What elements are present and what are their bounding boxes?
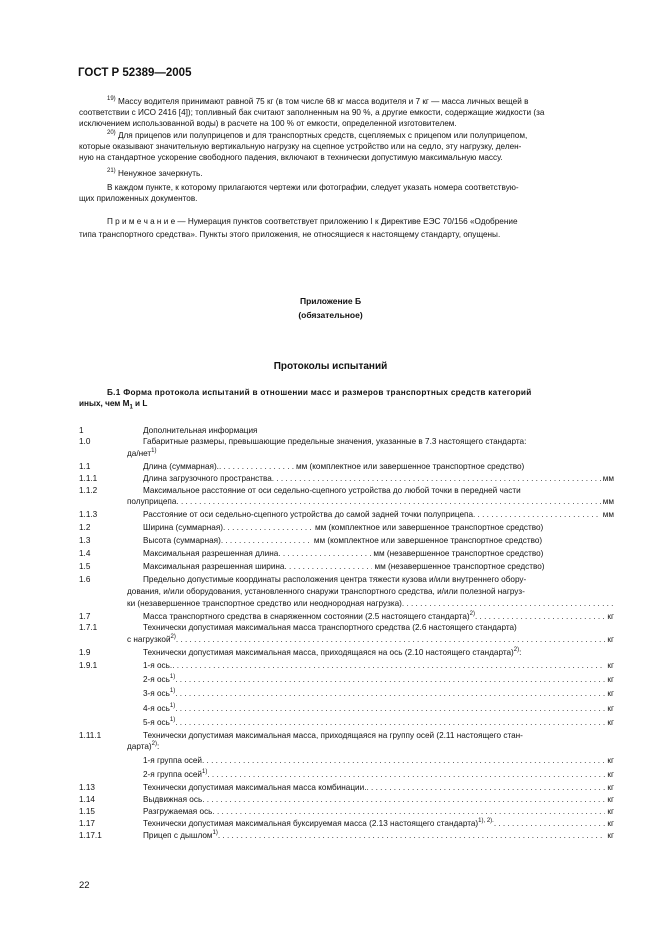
row-text: дования, и/или оборудования, установленного снаружи транспортного средства, и/или полезной нагруз- xyxy=(127,587,525,596)
row-number: 1.1.3 xyxy=(79,510,98,519)
row-axle-1: 1-я ось. . . . кг xyxy=(143,660,614,671)
row-number: 1.0 xyxy=(79,437,91,446)
footnote-20-line2: которые оказывают значительную вертикальную нагрузку на сцепное устройство или на седло, эту нагрузку, делен- xyxy=(79,142,522,151)
row-text: Технически допустимая максимальная масса, приходящаяся на ось (2.10 настоящего стандарта)$^{2)}$: xyxy=(143,647,522,657)
subsection-line2: иных, чем $M_1$ и L xyxy=(79,399,148,411)
row-max-width: Максимальная разрешенная ширина . . . мм (незавершенное транспортное средство) xyxy=(143,561,614,572)
row-number: 1.4 xyxy=(79,549,91,558)
footnote-20-line3: ную на стандартное ускорение свободного падения, включают в технически допустимую максимальную массу. xyxy=(79,153,503,162)
footnote-19-line3: исключением использованной воды) в расчете на 100 % от емкости, определенной изготовителем. xyxy=(79,119,457,128)
note-line2: типа транспортного средства». Пункты этого приложения, не относящиеся к настоящему стандарту, опущены. xyxy=(79,230,501,239)
row-number: 1.7 xyxy=(79,612,91,621)
page-number: 22 xyxy=(79,880,90,891)
footnote-19: $^{19)}$ Массу водителя принимают равной 75 кг (в том числе 68 кг масса водителя и 7 кг — масса личных вещей в xyxy=(107,96,529,106)
footnote-19-line2: соответствии с ИСО 2416 [4]); топливный бак считают заполненным на 90 %, а другие емкости, содержащие жидкости (за xyxy=(79,108,545,117)
row-axle-3: 3-я ось$^{1)}$ . . . кг xyxy=(143,688,614,699)
row-number: 1.17.1 xyxy=(79,831,102,840)
row-text: Максимальное расстояние от оси седельно-сцепного устройства до любой точки в передней части xyxy=(143,486,521,495)
row-towable-mass: Технически допустимая максимальная буксируемая масса (2.13 настоящего стандарта)$^{1), 2).}$ . . . кг xyxy=(143,818,614,829)
row-number: 1.7.1 xyxy=(79,623,98,632)
row-number: 1.13 xyxy=(79,783,95,792)
row-number: 1.3 xyxy=(79,536,91,545)
row-drawbar-trailer: Прицеп с дышлом$^{1)}$ . . . кг xyxy=(143,830,614,841)
section-title: Протоколы испытаний xyxy=(273,361,388,372)
row-text: Предельно допустимые координаты расположения центра тяжести кузова и/или внутреннего обору- xyxy=(143,575,527,584)
row-semitrailer-front: полуприцепа . . . мм xyxy=(127,496,614,507)
paragraph-line2: щих приложенных документов. xyxy=(79,194,198,203)
row-number: 1.1 xyxy=(79,462,91,471)
row-text: Дополнительная информация xyxy=(143,426,258,435)
row-text: Габаритные размеры, превышающие предельные значения, указанные в 7.3 настоящего стандарта: xyxy=(143,437,527,446)
appendix-subtitle: (обязательное) xyxy=(298,310,363,320)
row-center-of-gravity: ки (незавершенное транспортное средство или неоднородная нагрузка) . . . xyxy=(127,598,614,609)
row-text: Технически допустимая максимальная масса, приходящаяся на группу осей (2.11 настоящего стан- xyxy=(143,731,523,740)
paragraph-line1: В каждом пункте, к которому прилагаются чертежи или фотографии, следует указать номера соответствую- xyxy=(107,183,519,192)
row-number: 1.6 xyxy=(79,575,91,584)
row-height-total: Высота (суммарная) . . . мм (комплектное или завершенное транспортное средство) xyxy=(143,535,614,546)
row-max-mass-loaded: с нагрузкой$^{2)}$ . . . кг xyxy=(127,634,614,645)
row-length-total: Длина (суммарная). . . . мм (комплектное или завершенное транспортное средство) xyxy=(143,461,614,472)
row-number: 1.11.1 xyxy=(79,731,102,740)
row-number: 1.15 xyxy=(79,807,95,816)
row-axle-4: 4-я ось$^{1)}$ . . . кг xyxy=(143,703,614,714)
row-text: дарта)$^{2)}$: xyxy=(127,741,160,751)
row-semitrailer-rear: Расстояние от оси седельно-сцепного устройства до самой задней точки полуприцепа . . . мм xyxy=(143,509,614,520)
row-max-length: Максимальная разрешенная длина . . . мм (незавершенное транспортное средство) xyxy=(143,548,614,559)
appendix-title: Приложение Б xyxy=(299,296,362,306)
row-axle-5: 5-я ось$^{1)}$ . . . кг xyxy=(143,717,614,728)
row-axle-2: 2-я ось$^{1)}$ . . . кг xyxy=(143,674,614,685)
footnote-21: $^{21)}$ Ненужное зачеркнуть. xyxy=(107,168,203,178)
row-combination-mass: Технически допустимая максимальная масса комбинации. . . . кг xyxy=(143,782,614,793)
row-axle-group-1: 1-я группа осей . . . кг xyxy=(143,755,614,766)
row-axle-group-2: 2-я группа осей$^{1)}$ . . . кг xyxy=(143,769,614,780)
row-number: 1.9.1 xyxy=(79,661,98,670)
row-load-transferable-axle: Разгружаемая ось . . . кг xyxy=(143,806,614,817)
row-number: 1.17 xyxy=(79,819,95,828)
footnote-20: $^{20)}$ Для прицепов или полуприцепов и для транспортных средств, сцепляемых с прицепом или полуприцепом, xyxy=(107,130,528,140)
row-number: 1.1.2 xyxy=(79,486,98,495)
row-number: 1.5 xyxy=(79,562,91,571)
row-number: 1.9 xyxy=(79,648,91,657)
row-number: 1 xyxy=(79,426,84,435)
document-header: ГОСТ Р 52389—2005 xyxy=(78,67,192,79)
subsection-line1: Б.1 Форма протокола испытаний в отношении масс и размеров транспортных средств категорий xyxy=(107,388,532,397)
row-curb-mass: Масса транспортного средства в снаряженном состоянии (2.5 настоящего стандарта)$^{2)}$ . . . кг xyxy=(143,611,614,622)
note-line1: П р и м е ч а н и е — Нумерация пунктов соответствует приложению I к Директиве ЕЭС 70/156 «Одобрение xyxy=(107,217,518,226)
row-number: 1.14 xyxy=(79,795,95,804)
row-number: 1.1.1 xyxy=(79,474,98,483)
row-lift-axle: Выдвижная ось . . . кг xyxy=(143,794,614,805)
row-text: да/нет$^{1)}$ xyxy=(127,448,157,458)
row-number: 1.2 xyxy=(79,523,91,532)
row-text: Технически допустимая максимальная масса транспортного средства (2.6 настоящего стандарта) xyxy=(143,623,517,632)
row-width-total: Ширина (суммарная) . . . мм (комплектное или завершенное транспортное средство) xyxy=(143,522,614,533)
row-cargo-length: Длина загрузочного пространства . . . мм xyxy=(143,473,614,484)
